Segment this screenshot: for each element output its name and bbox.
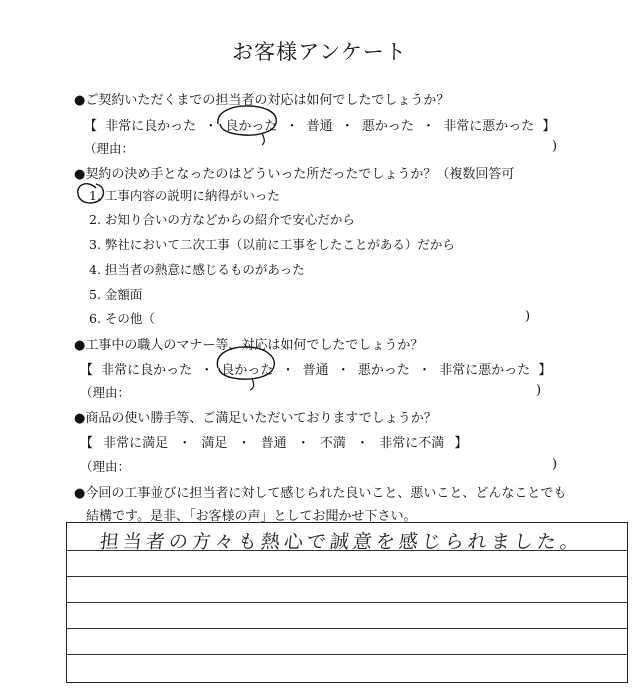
question-5-line-2: 結構です。是非、「お客様の声」としてお聞かせ下さい。: [86, 509, 417, 524]
q2-option-3: 3. 弊社において二次工事（以前に工事をしたことがある）だから: [89, 237, 455, 252]
q3-reason-label: （理由：: [80, 385, 131, 400]
ruled-line: [67, 576, 627, 577]
page-title: お客様アンケート: [232, 40, 407, 64]
q3-rating-scale: 【 非常に良かった ・ 良かった ・ 普通 ・ 悪かった ・ 非常に悪かった 】: [80, 363, 552, 378]
q3-reason-close: ): [536, 383, 542, 398]
q4-reason-close: ): [552, 457, 558, 472]
q2-option-4: 4. 担当者の熱意に感じるものがあった: [89, 262, 305, 277]
question-2: ●契約の決め手となったのはどういった所だったでしょうか？（複数回答可: [74, 167, 515, 182]
ruled-line: [67, 628, 627, 629]
q2-option-6: 6. その他（: [89, 311, 155, 326]
ruled-line: [67, 602, 627, 603]
q4-rating-scale: 【 非常に満足 ・ 満足 ・ 普通 ・ 不満 ・ 非常に不満 】: [80, 436, 468, 451]
question-4: ●商品の使い勝手等、ご満足いただいておりますでしょうか？: [74, 411, 437, 426]
q2-option-2: 2. お知り合いの方などからの紹介で安心だから: [89, 212, 355, 227]
question-3: ●工事中の職人のマナー等、対応は如何でしたでしょうか？: [74, 338, 424, 353]
question-5: ●今回の工事並びに担当者に対して感じられた良いこと、悪いこと、どんなことでも: [74, 486, 567, 501]
ruled-line: [67, 654, 627, 655]
q2-option-1: 1. 工事内容の説明に納得がいった: [89, 188, 280, 203]
q2-other-close: ): [525, 309, 531, 324]
q1-reason-label: （理由：: [84, 141, 135, 156]
q1-reason-close: ): [552, 139, 558, 154]
q2-option-5: 5. 金額面: [89, 287, 143, 302]
q1-rating-scale: 【 非常に良かった ・ 良かった ・ 普通 ・ 悪かった ・ 非常に悪かった 】: [84, 119, 556, 134]
q4-reason-label: （理由：: [80, 459, 131, 474]
question-1: ●ご契約いただくまでの担当者の対応は如何でしたでしょうか？: [74, 93, 450, 108]
handwritten-answer: 担当者の方々も熱心で誠意を感じられました。: [98, 531, 585, 553]
